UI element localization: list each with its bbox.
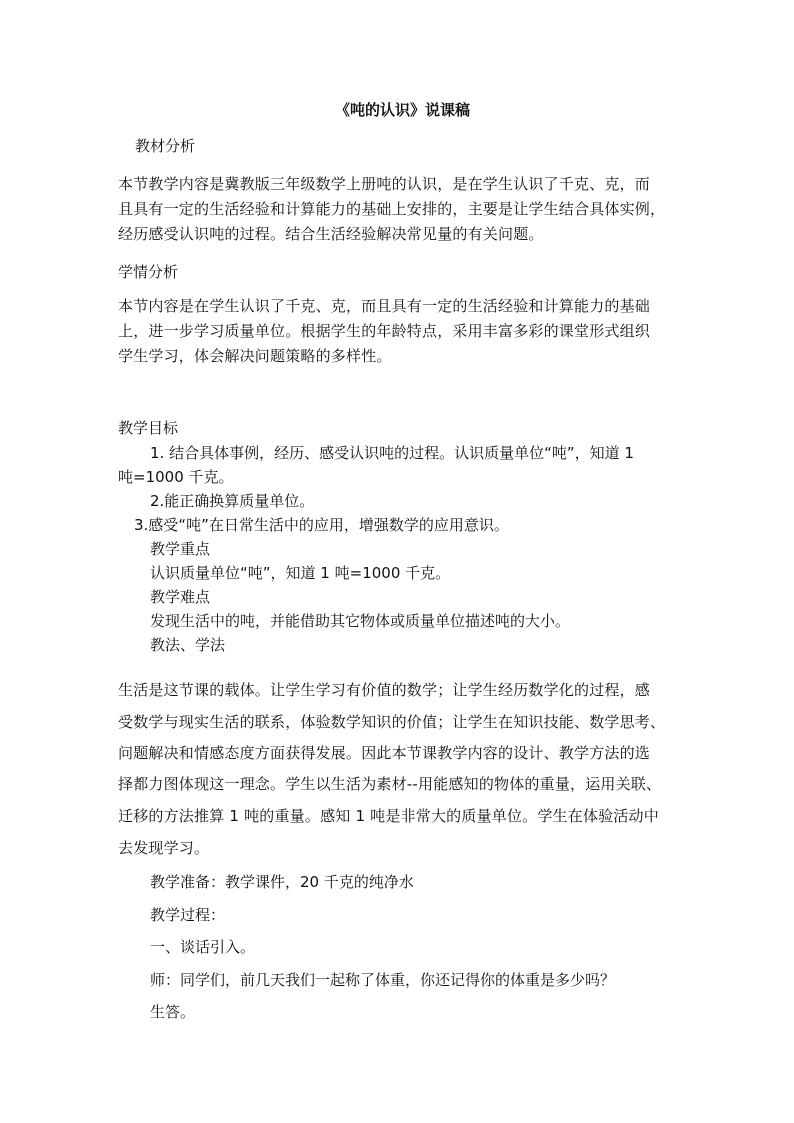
textbook-analysis-heading: 教材分析: [135, 137, 196, 155]
difficulties-heading: 教学难点: [150, 588, 211, 606]
student-analysis-heading: 学情分析: [118, 263, 179, 281]
methods-line-3: 问题解决和情感态度方面获得发展。因此本节课教学内容的设计、教学方法的选: [118, 744, 651, 762]
student-analysis-line-3: 学生学习，体会解决问题策略的多样性。: [118, 347, 392, 365]
key-points-heading: 教学重点: [150, 540, 211, 558]
teacher-dialogue: 师：同学们，前几天我们一起称了体重，你还记得你的体重是多少吗？: [150, 971, 616, 989]
methods-line-4: 择都力图体现这一理念。学生以生活为素材--用能感知的物体的重量，运用关联、: [118, 775, 662, 793]
document-title: 《吨的认识》说课稿: [335, 101, 471, 119]
teaching-goal-1-line-2: 吨=1000 千克。: [118, 468, 234, 486]
textbook-analysis-line-2: 且具有一定的生活经验和计算能力的基础上安排的，主要是让学生结合具体实例，: [118, 200, 666, 218]
methods-line-1: 生活是这节课的载体。让学生学习有价值的数学；让学生经历数学化的过程，感: [118, 681, 651, 699]
teaching-goal-2: 2.能正确换算质量单位。: [150, 492, 315, 510]
student-dialogue: 生答。: [150, 1003, 196, 1021]
student-analysis-line-1: 本节内容是在学生认识了千克、克，而且具有一定的生活经验和计算能力的基础: [118, 297, 651, 315]
key-points-text: 认识质量单位“吨”，知道 1 吨=1000 千克。: [150, 564, 451, 582]
process-heading: 教学过程：: [150, 906, 226, 924]
process-step-1: 一、谈话引入。: [150, 938, 256, 956]
textbook-analysis-line-3: 经历感受认识吨的过程。结合生活经验解决常见量的有关问题。: [118, 225, 544, 243]
teaching-goals-heading: 教学目标: [118, 419, 179, 437]
methods-line-2: 受数学与现实生活的联系，体验数学知识的价值；让学生在知识技能、数学思考、: [118, 713, 666, 731]
preparation-text: 教学准备：教学课件，20 千克的纯净水: [150, 873, 414, 891]
difficulties-text: 发现生活中的吨，并能借助其它物体或质量单位描述吨的大小。: [150, 612, 571, 630]
teaching-goal-1-line-1: 1. 结合具体事例，经历、感受认识吨的过程。认识质量单位“吨”，知道 1: [150, 444, 634, 462]
methods-heading: 教法、学法: [150, 636, 226, 654]
teaching-goal-3: 3.感受“吨”在日常生活中的应用，增强数学的应用意识。: [134, 516, 509, 534]
methods-line-5: 迁移的方法推算 1 吨的重量。感知 1 吨是非常大的质量单位。学生在体验活动中: [118, 807, 659, 825]
methods-line-6: 去发现学习。: [118, 839, 210, 857]
student-analysis-line-2: 上，进一步学习质量单位。根据学生的年龄特点，采用丰富多彩的课堂形式组织: [118, 322, 651, 340]
textbook-analysis-line-1: 本节教学内容是冀教版三年级数学上册吨的认识，是在学生认识了千克、克，而: [118, 175, 651, 193]
